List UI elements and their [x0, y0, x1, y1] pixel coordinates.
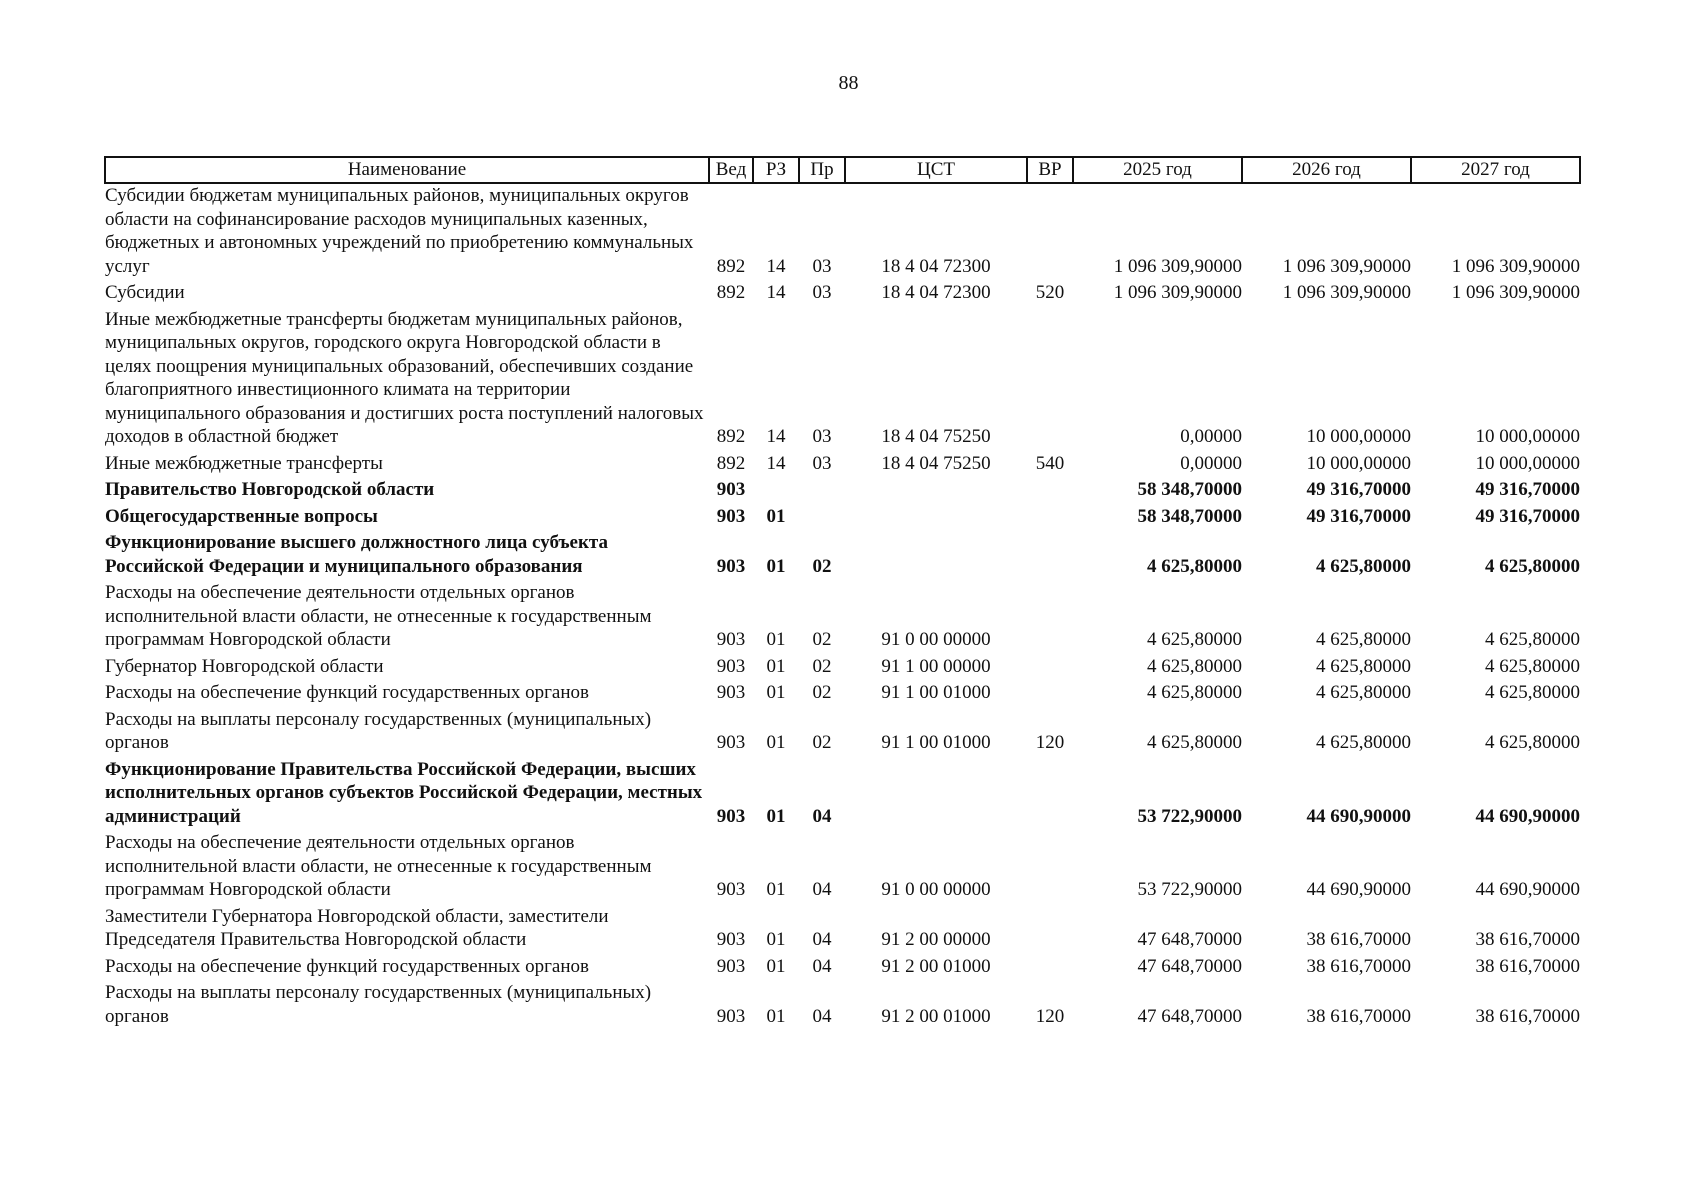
cell-ved: 892 — [716, 426, 746, 447]
cell-name: Субсидии бюджетам муниципальных районов, муниципальных округов области на софинансирование расходов муниципальных казенных, бюджетных и автономных учреждений по приобретению коммунальных услуг — [105, 185, 694, 277]
cell-cst: 18 4 04 75250 — [881, 452, 991, 474]
cell-vr — [1027, 681, 1073, 708]
cell-pr: 04 — [812, 929, 832, 950]
cell-name: Субсидии — [105, 282, 185, 303]
cell-2027: 38 616,70000 — [1475, 1005, 1580, 1027]
cell-ved: 903 — [716, 479, 746, 500]
cell-2026: 4 625,80000 — [1316, 732, 1411, 753]
table-row — [105, 905, 1580, 955]
cell-2025: 0,00000 — [1180, 452, 1242, 474]
cell-2027: 4 625,80000 — [1485, 629, 1580, 650]
cell-2025: 4 625,80000 — [1147, 655, 1242, 677]
cell-vr — [1027, 955, 1073, 982]
header-2027: 2027 год — [1411, 157, 1580, 183]
cell-2026: 4 625,80000 — [1316, 629, 1411, 650]
cell-rz: 01 — [766, 655, 786, 677]
cell-2026: 1 096 309,90000 — [1282, 255, 1411, 277]
cell-pr: 02 — [812, 732, 832, 753]
table-row — [105, 281, 1580, 308]
cell-name: Расходы на выплаты персоналу государственных (муниципальных) органов — [105, 708, 652, 753]
cell-rz: 01 — [766, 879, 786, 900]
cell-cst: 91 2 00 01000 — [881, 1005, 991, 1027]
cell-cst: 18 4 04 75250 — [881, 426, 991, 447]
budget-table — [104, 156, 1581, 1031]
cell-2025: 47 648,70000 — [1137, 1005, 1242, 1027]
cell-2026: 38 616,70000 — [1306, 929, 1411, 950]
cell-cst: 91 0 00 00000 — [881, 629, 991, 650]
cell-2027: 1 096 309,90000 — [1451, 255, 1580, 277]
cell-cst: 91 1 00 01000 — [881, 682, 991, 703]
cell-ved: 903 — [716, 732, 746, 753]
cell-pr: 02 — [812, 629, 832, 650]
cell-rz: 01 — [766, 732, 786, 753]
cell-vr — [1027, 831, 1073, 905]
cell-ved: 903 — [716, 955, 746, 977]
cell-cst: 91 2 00 01000 — [881, 955, 991, 977]
cell-name: Расходы на обеспечение функций государственных органов — [105, 955, 589, 977]
header-ved: Вед — [709, 157, 753, 183]
cell-ved: 903 — [716, 1005, 746, 1027]
cell-2026: 44 690,90000 — [1306, 879, 1411, 900]
cell-ved: 892 — [716, 452, 746, 474]
cell-2025: 58 348,70000 — [1137, 505, 1242, 527]
cell-cst: 91 1 00 00000 — [881, 655, 991, 677]
cell-2025: 53 722,90000 — [1137, 805, 1242, 827]
cell-rz: 14 — [766, 452, 786, 474]
header-vr: ВР — [1027, 157, 1073, 183]
cell-ved: 892 — [716, 255, 746, 277]
cell-vr: 120 — [1035, 732, 1065, 753]
cell-vr — [1027, 478, 1073, 505]
cell-name: Функционирование высшего должностного лица субъекта Российской Федерации и муниципального образования — [105, 532, 608, 577]
cell-2027: 44 690,90000 — [1475, 805, 1580, 827]
cell-2025: 53 722,90000 — [1137, 879, 1242, 900]
cell-2027: 10 000,00000 — [1475, 452, 1580, 474]
cell-2026: 4 625,80000 — [1316, 655, 1411, 677]
header-cst: ЦСТ — [845, 157, 1027, 183]
cell-pr: 03 — [812, 452, 832, 474]
cell-2027: 49 316,70000 — [1475, 479, 1580, 500]
cell-pr — [799, 505, 845, 532]
cell-ved: 903 — [716, 929, 746, 950]
cell-cst — [845, 531, 1027, 581]
cell-rz: 01 — [766, 805, 786, 827]
table-row — [105, 478, 1580, 505]
cell-vr — [1027, 655, 1073, 682]
cell-2027: 4 625,80000 — [1485, 682, 1580, 703]
cell-2025: 58 348,70000 — [1137, 479, 1242, 500]
cell-2025: 4 625,80000 — [1147, 555, 1242, 577]
cell-cst: 18 4 04 72300 — [881, 282, 991, 303]
cell-name: Губернатор Новгородской области — [105, 655, 384, 677]
cell-2026: 49 316,70000 — [1306, 479, 1411, 500]
cell-name: Правительство Новгородской области — [105, 479, 435, 500]
header-2025: 2025 год — [1073, 157, 1242, 183]
cell-vr — [1027, 758, 1073, 832]
cell-pr: 03 — [812, 426, 832, 447]
cell-2026: 10 000,00000 — [1306, 426, 1411, 447]
cell-pr: 03 — [812, 282, 832, 303]
cell-2026: 49 316,70000 — [1306, 505, 1411, 527]
cell-ved: 892 — [716, 282, 746, 303]
cell-cst: 91 1 00 01000 — [881, 732, 991, 753]
table-row — [105, 308, 1580, 452]
cell-ved: 903 — [716, 555, 746, 577]
cell-2025: 1 096 309,90000 — [1113, 282, 1242, 303]
cell-rz — [753, 478, 799, 505]
cell-name: Расходы на обеспечение деятельности отдельных органов исполнительной власти области, не отнесенные к государственным программам Новгородской области — [105, 832, 652, 900]
cell-cst — [845, 478, 1027, 505]
cell-pr: 03 — [812, 255, 832, 277]
cell-ved: 903 — [716, 505, 746, 527]
cell-rz: 14 — [766, 282, 786, 303]
page-number: 88 — [838, 72, 859, 94]
table-row — [105, 655, 1580, 682]
cell-cst — [845, 758, 1027, 832]
cell-rz: 01 — [766, 555, 786, 577]
cell-2026: 44 690,90000 — [1306, 805, 1411, 827]
cell-name: Заместители Губернатора Новгородской области, заместители Председателя Правительства Новгородской области — [105, 905, 609, 950]
table-row — [105, 581, 1580, 655]
cell-2025: 47 648,70000 — [1137, 955, 1242, 977]
table-row — [105, 505, 1580, 532]
cell-vr — [1027, 183, 1073, 281]
cell-2026: 38 616,70000 — [1306, 1005, 1411, 1027]
cell-2026: 4 625,80000 — [1316, 682, 1411, 703]
cell-rz: 01 — [766, 682, 786, 703]
cell-name: Общегосударственные вопросы — [105, 505, 378, 527]
cell-ved: 903 — [716, 629, 746, 650]
table-row — [105, 758, 1580, 832]
header-2026: 2026 год — [1242, 157, 1411, 183]
header-name: Наименование — [105, 157, 709, 183]
cell-2026: 4 625,80000 — [1316, 555, 1411, 577]
cell-cst: 18 4 04 72300 — [881, 255, 991, 277]
cell-name: Расходы на обеспечение функций государственных органов — [105, 682, 589, 703]
cell-ved: 903 — [716, 682, 746, 703]
table-row — [105, 681, 1580, 708]
cell-cst — [845, 505, 1027, 532]
cell-2027: 38 616,70000 — [1475, 955, 1580, 977]
cell-rz: 14 — [766, 255, 786, 277]
table-row — [105, 531, 1580, 581]
cell-rz: 01 — [766, 629, 786, 650]
cell-2027: 49 316,70000 — [1475, 505, 1580, 527]
header-row — [105, 157, 1580, 183]
cell-vr — [1027, 905, 1073, 955]
table-body — [105, 183, 1580, 1031]
cell-rz: 01 — [766, 955, 786, 977]
cell-2027: 4 625,80000 — [1485, 655, 1580, 677]
cell-2027: 1 096 309,90000 — [1451, 282, 1580, 303]
table-row — [105, 452, 1580, 479]
cell-name: Иные межбюджетные трансферты бюджетам муниципальных районов, муниципальных округов, городского округа Новгородской области в целях поощрения муниципальных образований, обеспечивших создание благоприятного инвестиционного климата на территории муниципального образования и достигших роста поступлений налоговых доходов в областной бюджет — [105, 308, 704, 447]
cell-vr: 520 — [1035, 282, 1065, 303]
cell-2027: 4 625,80000 — [1485, 732, 1580, 753]
cell-2026: 10 000,00000 — [1306, 452, 1411, 474]
cell-rz: 01 — [766, 929, 786, 950]
cell-pr — [799, 478, 845, 505]
cell-vr — [1027, 531, 1073, 581]
cell-2026: 38 616,70000 — [1306, 955, 1411, 977]
cell-pr: 04 — [812, 955, 832, 977]
cell-2025: 1 096 309,90000 — [1113, 255, 1242, 277]
cell-rz: 01 — [766, 505, 786, 527]
cell-2027: 4 625,80000 — [1485, 555, 1580, 577]
cell-2027: 10 000,00000 — [1475, 426, 1580, 447]
cell-2027: 38 616,70000 — [1475, 929, 1580, 950]
header-pr: Пр — [799, 157, 845, 183]
table-row — [105, 955, 1580, 982]
cell-vr: 120 — [1035, 1005, 1065, 1027]
cell-cst: 91 2 00 00000 — [881, 929, 991, 950]
cell-2025: 47 648,70000 — [1137, 929, 1242, 950]
table-row — [105, 708, 1580, 758]
cell-vr — [1027, 308, 1073, 452]
cell-vr: 540 — [1035, 452, 1065, 474]
cell-name: Расходы на выплаты персоналу государственных (муниципальных) органов — [105, 982, 652, 1027]
table-row — [105, 183, 1580, 281]
cell-rz: 14 — [766, 426, 786, 447]
cell-2027: 44 690,90000 — [1475, 879, 1580, 900]
cell-ved: 903 — [716, 879, 746, 900]
cell-pr: 02 — [812, 555, 832, 577]
cell-pr: 02 — [812, 655, 832, 677]
cell-ved: 903 — [716, 655, 746, 677]
cell-pr: 04 — [812, 879, 832, 900]
cell-2025: 4 625,80000 — [1147, 682, 1242, 703]
cell-vr — [1027, 505, 1073, 532]
cell-2026: 1 096 309,90000 — [1282, 282, 1411, 303]
cell-pr: 02 — [812, 682, 832, 703]
cell-rz: 01 — [766, 1005, 786, 1027]
table-row — [105, 981, 1580, 1031]
cell-pr: 04 — [812, 1005, 832, 1027]
cell-ved: 903 — [716, 805, 746, 827]
cell-2025: 0,00000 — [1180, 426, 1242, 447]
cell-name: Функционирование Правительства Российской Федерации, высших исполнительных органов субъектов Российской Федерации, местных администраций — [105, 758, 703, 827]
table-row — [105, 831, 1580, 905]
cell-pr: 04 — [812, 805, 832, 827]
cell-cst: 91 0 00 00000 — [881, 879, 991, 900]
cell-vr — [1027, 581, 1073, 655]
table-header — [105, 157, 1580, 183]
cell-name: Иные межбюджетные трансферты — [105, 452, 383, 474]
cell-2025: 4 625,80000 — [1147, 732, 1242, 753]
header-rz: РЗ — [753, 157, 799, 183]
cell-2025: 4 625,80000 — [1147, 629, 1242, 650]
cell-name: Расходы на обеспечение деятельности отдельных органов исполнительной власти области, не отнесенные к государственным программам Новгородской области — [105, 582, 652, 650]
